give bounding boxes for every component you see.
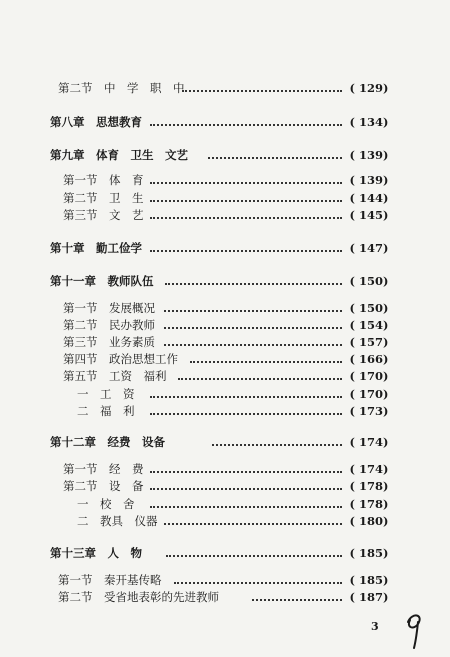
toc-page-number: ( 185) [349,573,389,587]
toc-page-number: ( 145) [349,208,389,222]
toc-entry[interactable] [0,403,450,419]
toc-page-number: ( 144) [349,191,389,205]
toc-label: 第三节 业务素质 [63,335,155,349]
toc-entry[interactable] [0,147,450,163]
dot-leader [164,310,342,312]
toc-page-number: ( 173) [349,404,389,418]
toc-label: 第十二章 经费 设备 [50,435,165,449]
toc-page-number: ( 129) [349,81,389,95]
toc-label: 第三节 文 艺 [63,208,144,222]
toc-page-number: ( 170) [349,369,389,383]
toc-entry[interactable] [0,114,450,130]
toc-label: 第二节 受省地表彰的先进教师 [58,590,219,604]
toc-page-number: ( 170) [349,387,389,401]
toc-page-number: ( 166) [349,352,389,366]
toc-entry[interactable] [0,207,450,223]
toc-page-number: ( 139) [349,173,389,187]
toc-page-number: ( 139) [349,148,389,162]
toc-entry[interactable] [0,334,450,350]
toc-entry[interactable] [0,545,450,561]
toc-label: 第八章 思想教育 [50,115,142,129]
toc-page-number: ( 174) [349,462,389,476]
toc-label: 第十三章 人 物 [50,546,142,560]
toc-label: 第一节 发展概况 [63,301,155,315]
toc-label: 第二节 设 备 [63,479,144,493]
dot-leader [164,344,342,346]
toc-entry[interactable] [0,572,450,588]
dot-leader [190,361,342,363]
toc-entry[interactable] [0,351,450,367]
toc-page-number: ( 178) [349,479,389,493]
toc-entry[interactable] [0,513,450,529]
toc-entry[interactable] [0,496,450,512]
dot-leader [150,217,342,219]
dot-leader [166,555,342,557]
toc-label: 第二节 卫 生 [63,191,144,205]
toc-entry[interactable] [0,317,450,333]
toc-page-number: ( 134) [349,115,389,129]
dot-leader [150,488,342,490]
toc-entry[interactable] [0,80,450,96]
toc-entry[interactable] [0,478,450,494]
toc-page-number: ( 174) [349,435,389,449]
dot-leader [150,413,342,415]
toc-label: 一 校 舍 [77,497,135,511]
dot-leader [165,283,342,285]
toc-page-number: ( 180) [349,514,389,528]
dot-leader [164,523,342,525]
toc-label: 二 福 利 [77,404,135,418]
dot-leader [150,506,342,508]
dot-leader [164,327,342,329]
toc-label: 第一节 经 费 [63,462,144,476]
toc-entry[interactable] [0,589,450,605]
toc-label: 第十一章 教师队伍 [50,274,154,288]
toc-entry[interactable] [0,172,450,188]
toc-entry[interactable] [0,386,450,402]
toc-label: 第四节 政治思想工作 [63,352,178,366]
dot-leader [150,182,342,184]
dot-leader [252,599,342,601]
toc-label: 第五节 工资 福利 [63,369,167,383]
toc-label: 第九章 体育 卫生 文艺 [50,148,188,162]
dot-leader [182,90,342,92]
toc-page-number: ( 178) [349,497,389,511]
toc-label: 第十章 勤工俭学 [50,241,142,255]
dot-leader [150,396,342,398]
toc-entry[interactable] [0,461,450,477]
toc-label: 二 教具 仪器 [77,514,158,528]
toc-entry[interactable] [0,300,450,316]
toc-page-number: ( 187) [349,590,389,604]
toc-entry[interactable] [0,190,450,206]
handwritten-mark [398,610,428,650]
dot-leader [150,200,342,202]
dot-leader [208,157,342,159]
dot-leader [178,378,342,380]
toc-label: 第一节 体 育 [63,173,144,187]
toc-label: 一 工 资 [77,387,135,401]
toc-page-number: ( 185) [349,546,389,560]
toc-page-number: ( 147) [349,241,389,255]
toc-entry[interactable] [0,368,450,384]
toc-entry[interactable] [0,273,450,289]
toc-label: 第二节 中 学 职 中 [58,81,185,95]
toc-entry[interactable] [0,434,450,450]
dot-leader [212,444,342,446]
toc-page-number: ( 150) [349,301,389,315]
toc-label: 第一节 秦开基传略 [58,573,162,587]
dot-leader [150,471,342,473]
toc-page-number: ( 150) [349,274,389,288]
dot-leader [174,582,342,584]
toc-entry[interactable] [0,240,450,256]
dot-leader [150,124,342,126]
toc-label: 第二节 民办教师 [63,318,155,332]
toc-page-number: ( 154) [349,318,389,332]
page-number: 3 [371,620,379,633]
toc-page-number: ( 157) [349,335,389,349]
dot-leader [150,250,342,252]
